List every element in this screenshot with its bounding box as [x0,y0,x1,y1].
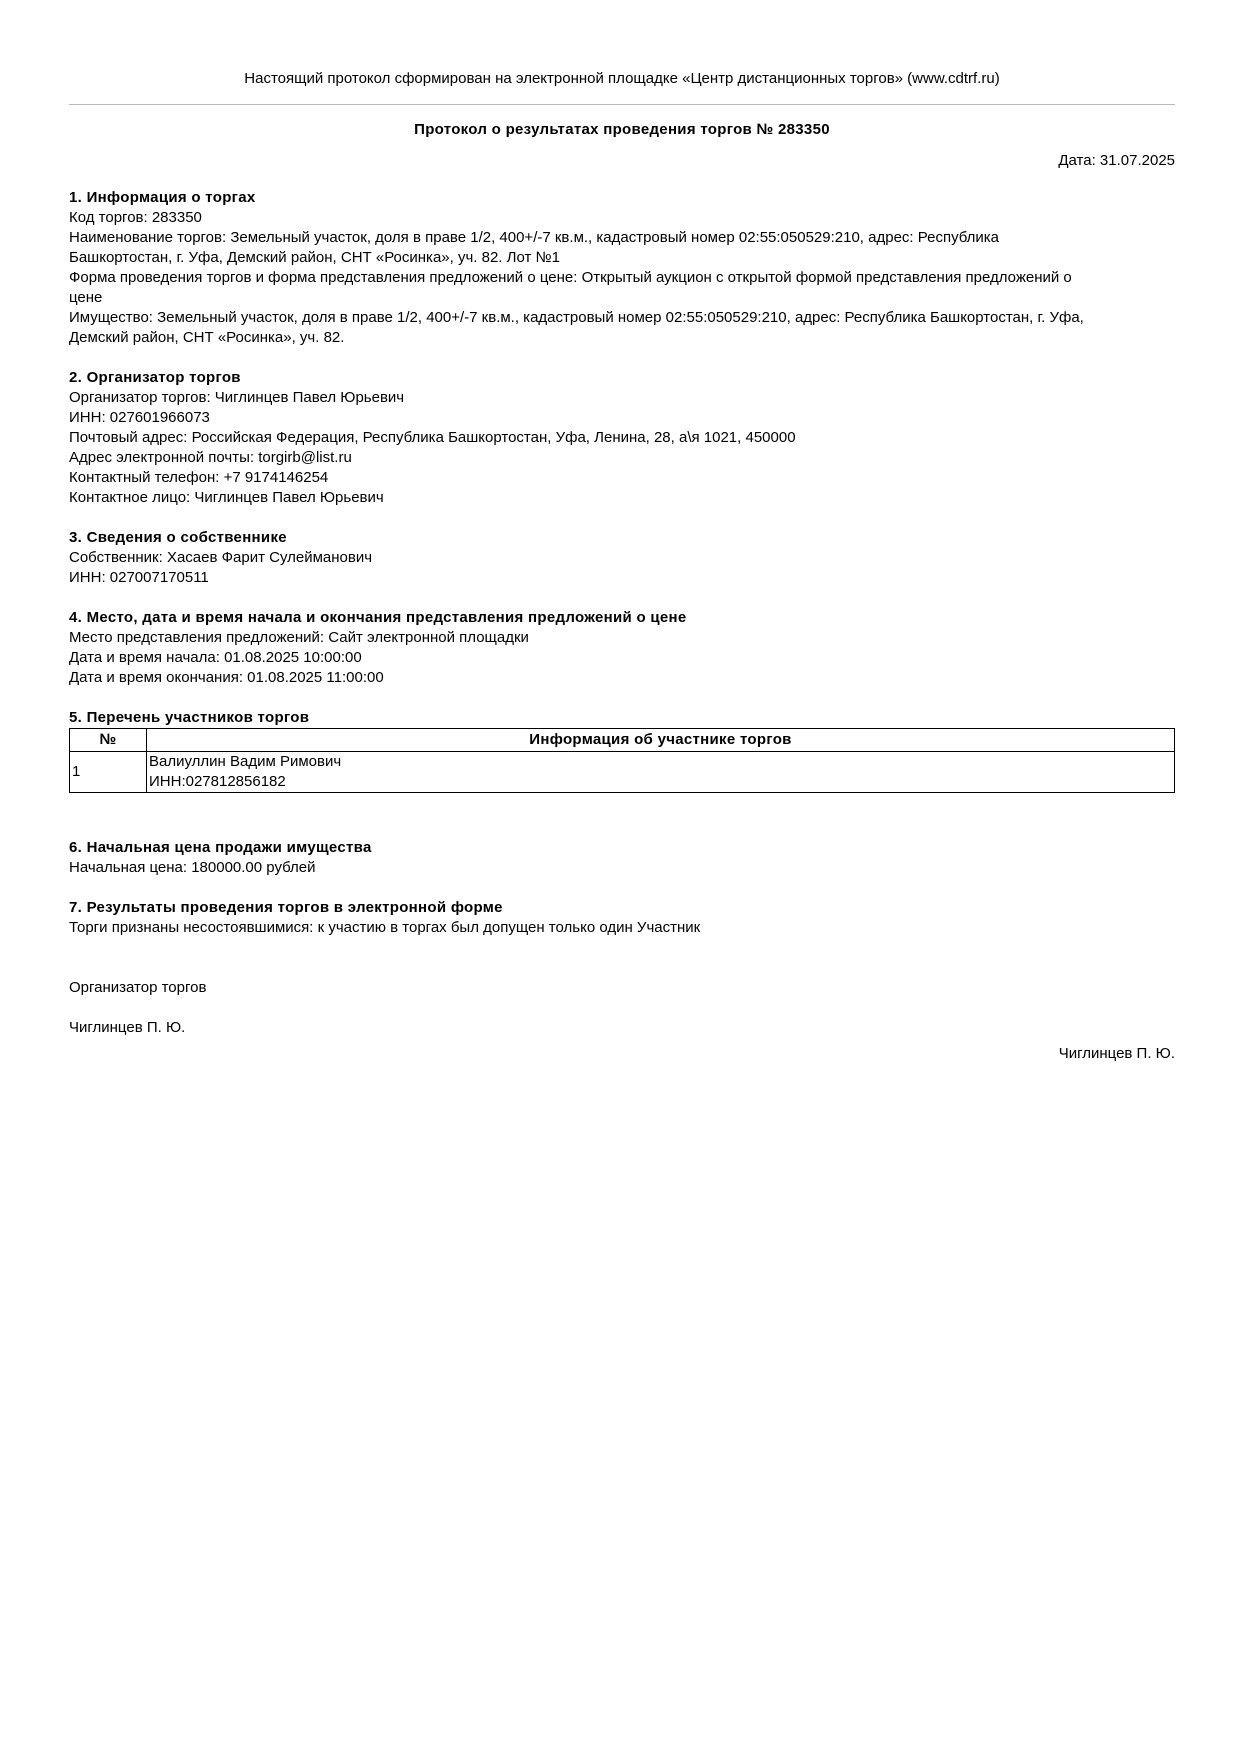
start-price: Начальная цена: 180000.00 рублей [69,859,316,876]
section-auction-info [69,188,1175,348]
owner-name: Собственник: Хасаев Фарит Сулейманович [69,549,373,566]
auction-name-line1: Наименование торгов: Земельный участок, доля в праве 1/2, 400+/-7 кв.м., кадастровый номер 02:55:050529:210, адрес: Республика [69,229,1000,246]
section-title: 5. Перечень участников торгов [69,709,310,726]
owner-inn: ИНН: 027007170511 [69,569,209,586]
organizer-email: Адрес электронной почты: torgirb@list.ru [69,449,352,466]
section-organizer [69,368,1175,508]
auction-form-line2: цене [69,289,103,306]
auction-result: Торги признаны несостоявшимися: к участию в торгах был допущен только один Участник [69,919,701,936]
section-participants [69,708,1175,793]
section-title: 7. Результаты проведения торгов в электронной форме [69,899,503,916]
participant-inn: ИНН:027812856182 [149,773,286,790]
table-row [70,752,1175,793]
participant-info [147,752,1175,793]
bid-start: Дата и время начала: 01.08.2025 10:00:00 [69,649,362,666]
organizer-postal-address: Почтовый адрес: Российская Федерация, Республика Башкортостан, Уфа, Ленина, 28, а\я 1021, 450000 [69,429,796,446]
participants-table [69,728,1175,793]
table-header-row [70,729,1175,752]
signature-name-right: Чиглинцев П. Ю. [1058,1045,1175,1062]
section-title: 3. Сведения о собственнике [69,529,287,546]
column-header-info: Информация об участнике торгов [147,729,1175,752]
organizer-name: Организатор торгов: Чиглинцев Павел Юрьевич [69,389,405,406]
organizer-phone: Контактный телефон: +7 9174146254 [69,469,329,486]
section-bid-period [69,608,1175,688]
participant-name: Валиуллин Вадим Римович [149,753,342,770]
document-date: Дата: 31.07.2025 [1058,152,1175,169]
auction-code: Код торгов: 283350 [69,209,202,226]
auction-name-line2: Башкортостан, г. Уфа, Демский район, СНТ «Росинка», уч. 82. Лот №1 [69,249,560,266]
section-start-price [69,838,1175,878]
section-owner [69,528,1175,588]
section-title: 1. Информация о торгах [69,189,256,206]
section-title: 6. Начальная цена продажи имущества [69,839,372,856]
section-title: 2. Организатор торгов [69,369,241,386]
property-line1: Имущество: Земельный участок, доля в праве 1/2, 400+/-7 кв.м., кадастровый номер 02:55:050529:210, адрес: Республика Башкортостан, г. Уфа, [69,309,1084,326]
organizer-inn: ИНН: 027601966073 [69,409,210,426]
column-header-number: № [70,729,147,752]
signature-name-left: Чиглинцев П. Ю. [69,1019,186,1036]
organizer-contact: Контактное лицо: Чиглинцев Павел Юрьевич [69,489,384,506]
header-divider [69,104,1175,105]
signature-role: Организатор торгов [69,979,207,996]
property-line2: Демский район, СНТ «Росинка», уч. 82. [69,329,345,346]
section-title: 4. Место, дата и время начала и окончания представления предложений о цене [69,609,687,626]
section-results [69,898,1175,938]
bid-place: Место представления предложений: Сайт электронной площадки [69,629,529,646]
auction-form-line1: Форма проведения торгов и форма представления предложений о цене: Открытый аукцион с открытой формой представления предложений о [69,269,1072,286]
participant-number: 1 [70,752,147,793]
bid-end: Дата и время окончания: 01.08.2025 11:00:00 [69,669,384,686]
document-title: Протокол о результатах проведения торгов № 283350 [414,121,830,138]
platform-note: Настоящий протокол сформирован на электронной площадке «Центр дистанционных торгов» (www.cdtrf.ru) [244,70,1000,87]
